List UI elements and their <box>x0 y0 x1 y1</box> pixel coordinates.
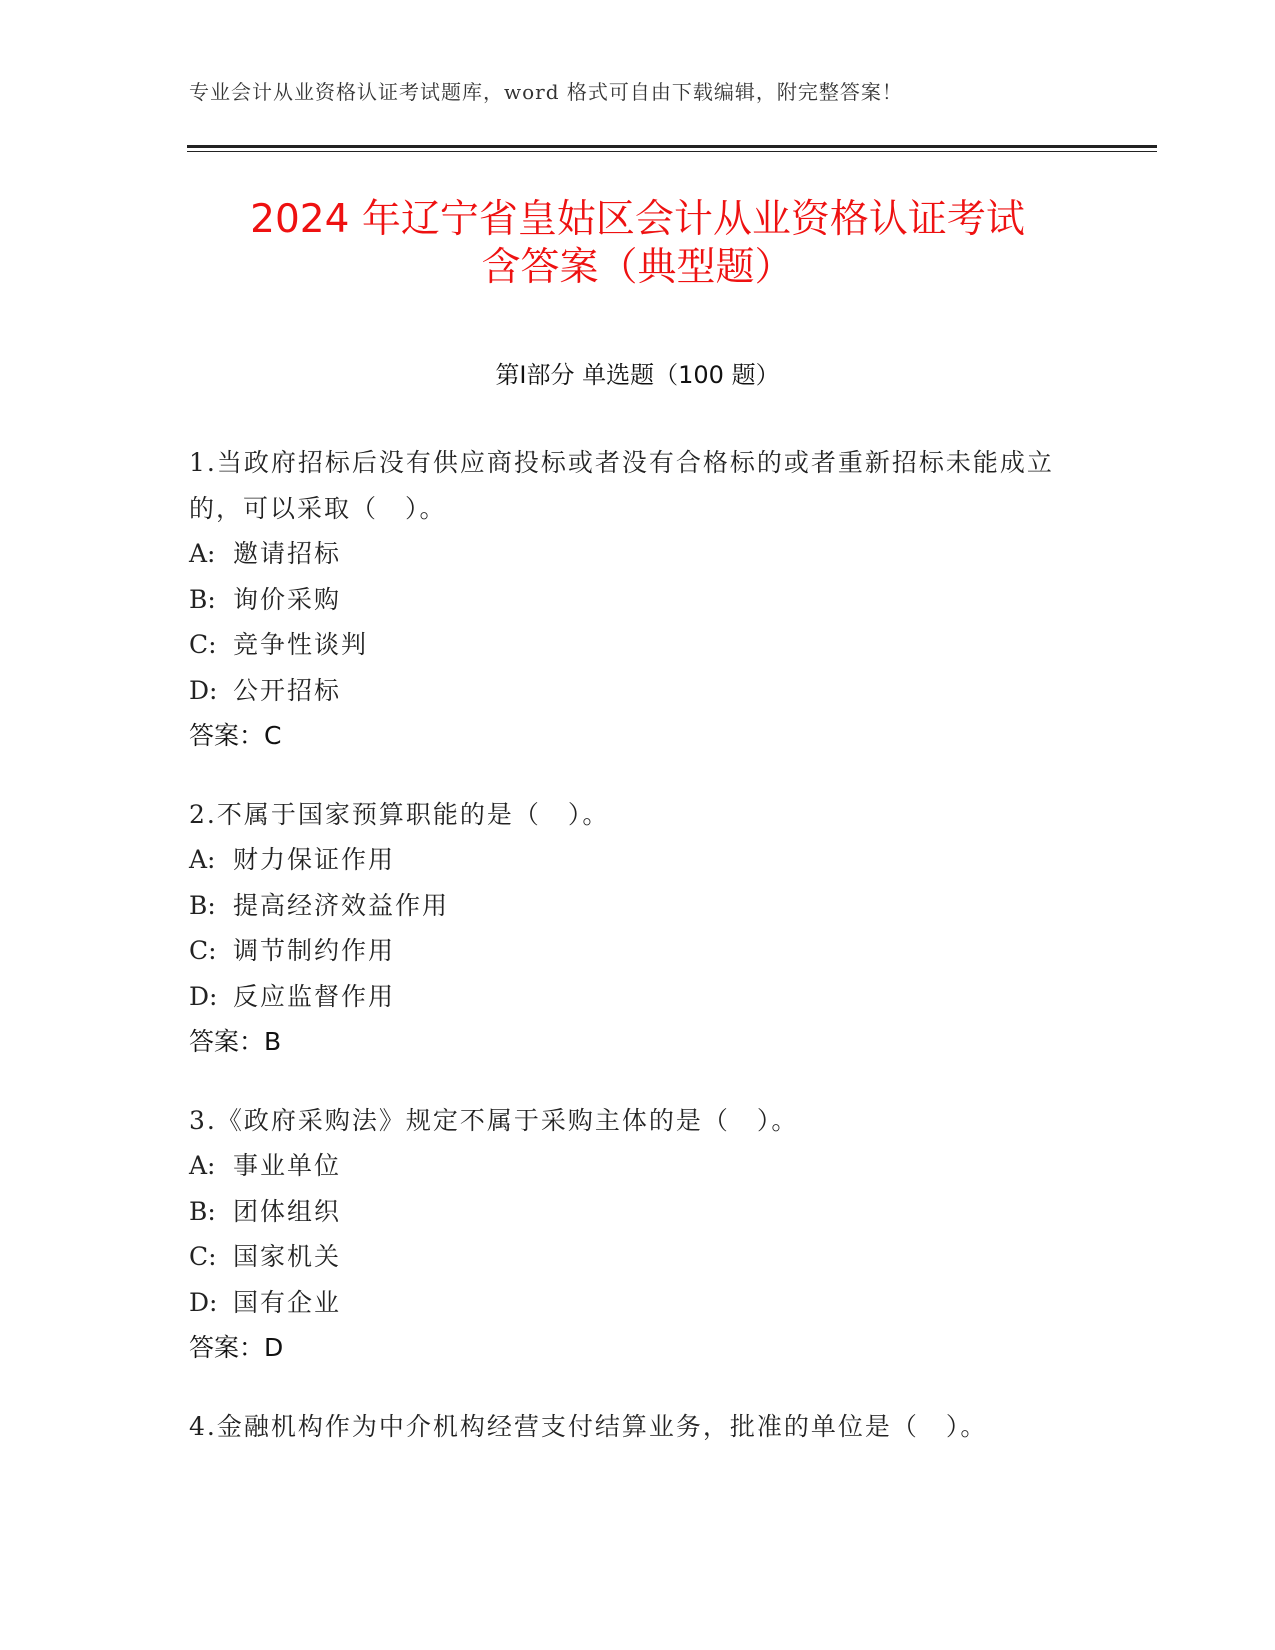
option-text: 调节制约作用 <box>233 936 396 965</box>
answer-line: 答案：B <box>189 1027 282 1056</box>
option-d <box>189 974 1069 1020</box>
question-4 <box>189 1404 1069 1450</box>
question-2 <box>189 792 1069 1065</box>
section-heading: 第Ⅰ部分 单选题（100 题） <box>495 361 780 389</box>
option-key: B: <box>189 1196 216 1226</box>
answer-line: 答案：D <box>189 1333 284 1362</box>
option-key: D: <box>189 981 218 1011</box>
option-key: D: <box>189 1287 218 1317</box>
header-note: 专业会计从业资格认证考试题库，word 格式可自由下载编辑，附完整答案！ <box>189 80 903 104</box>
header-rule-thin <box>187 151 1157 152</box>
option-key: C: <box>189 936 217 965</box>
option-c <box>189 622 1069 668</box>
option-text: 提高经济效益作用 <box>233 890 450 920</box>
title-line-2: 含答案（典型题） <box>481 245 794 290</box>
option-b <box>189 883 1069 929</box>
option-a <box>189 1143 1069 1189</box>
option-text: 询价采购 <box>233 584 342 614</box>
option-a <box>189 837 1069 883</box>
option-key: A: <box>189 845 216 874</box>
question-1 <box>189 440 1069 759</box>
question-stem: 3.《政府采购法》规定不属于采购主体的是（ ）。 <box>189 1105 799 1135</box>
question-stem: 4.金融机构作为中介机构经营支付结算业务，批准的单位是（ ）。 <box>189 1411 988 1441</box>
header-rule-thick <box>187 145 1157 148</box>
option-key: C: <box>189 630 217 659</box>
question-3 <box>189 1098 1069 1371</box>
answer-line: 答案：C <box>189 721 282 750</box>
option-key: B: <box>189 890 216 920</box>
option-text: 国有企业 <box>233 1287 342 1317</box>
option-key: A: <box>189 1151 216 1180</box>
option-text: 公开招标 <box>233 675 342 705</box>
option-text: 邀请招标 <box>233 539 342 568</box>
option-d <box>189 668 1069 714</box>
document-title <box>140 196 1135 292</box>
option-a <box>189 531 1069 577</box>
question-stem: 1.当政府招标后没有供应商投标或者没有合格标的或者重新招标未能成立的，可以采取（ ）。 <box>189 448 1054 523</box>
question-list <box>189 440 1069 1482</box>
title-line-1: 2024 年辽宁省皇姑区会计从业资格认证考试 <box>250 197 1025 242</box>
option-text: 团体组织 <box>233 1196 342 1226</box>
option-text: 事业单位 <box>233 1151 342 1180</box>
option-text: 反应监督作用 <box>233 981 396 1011</box>
option-c <box>189 928 1069 974</box>
option-key: C: <box>189 1242 217 1271</box>
option-text: 国家机关 <box>233 1242 342 1271</box>
option-d <box>189 1280 1069 1326</box>
option-key: D: <box>189 675 218 705</box>
option-b <box>189 577 1069 623</box>
option-b <box>189 1189 1069 1235</box>
option-key: B: <box>189 584 216 614</box>
option-text: 财力保证作用 <box>233 845 396 874</box>
option-c <box>189 1234 1069 1280</box>
question-stem: 2.不属于国家预算职能的是（ ）。 <box>189 799 610 829</box>
option-key: A: <box>189 539 216 568</box>
option-text: 竞争性谈判 <box>233 630 369 659</box>
